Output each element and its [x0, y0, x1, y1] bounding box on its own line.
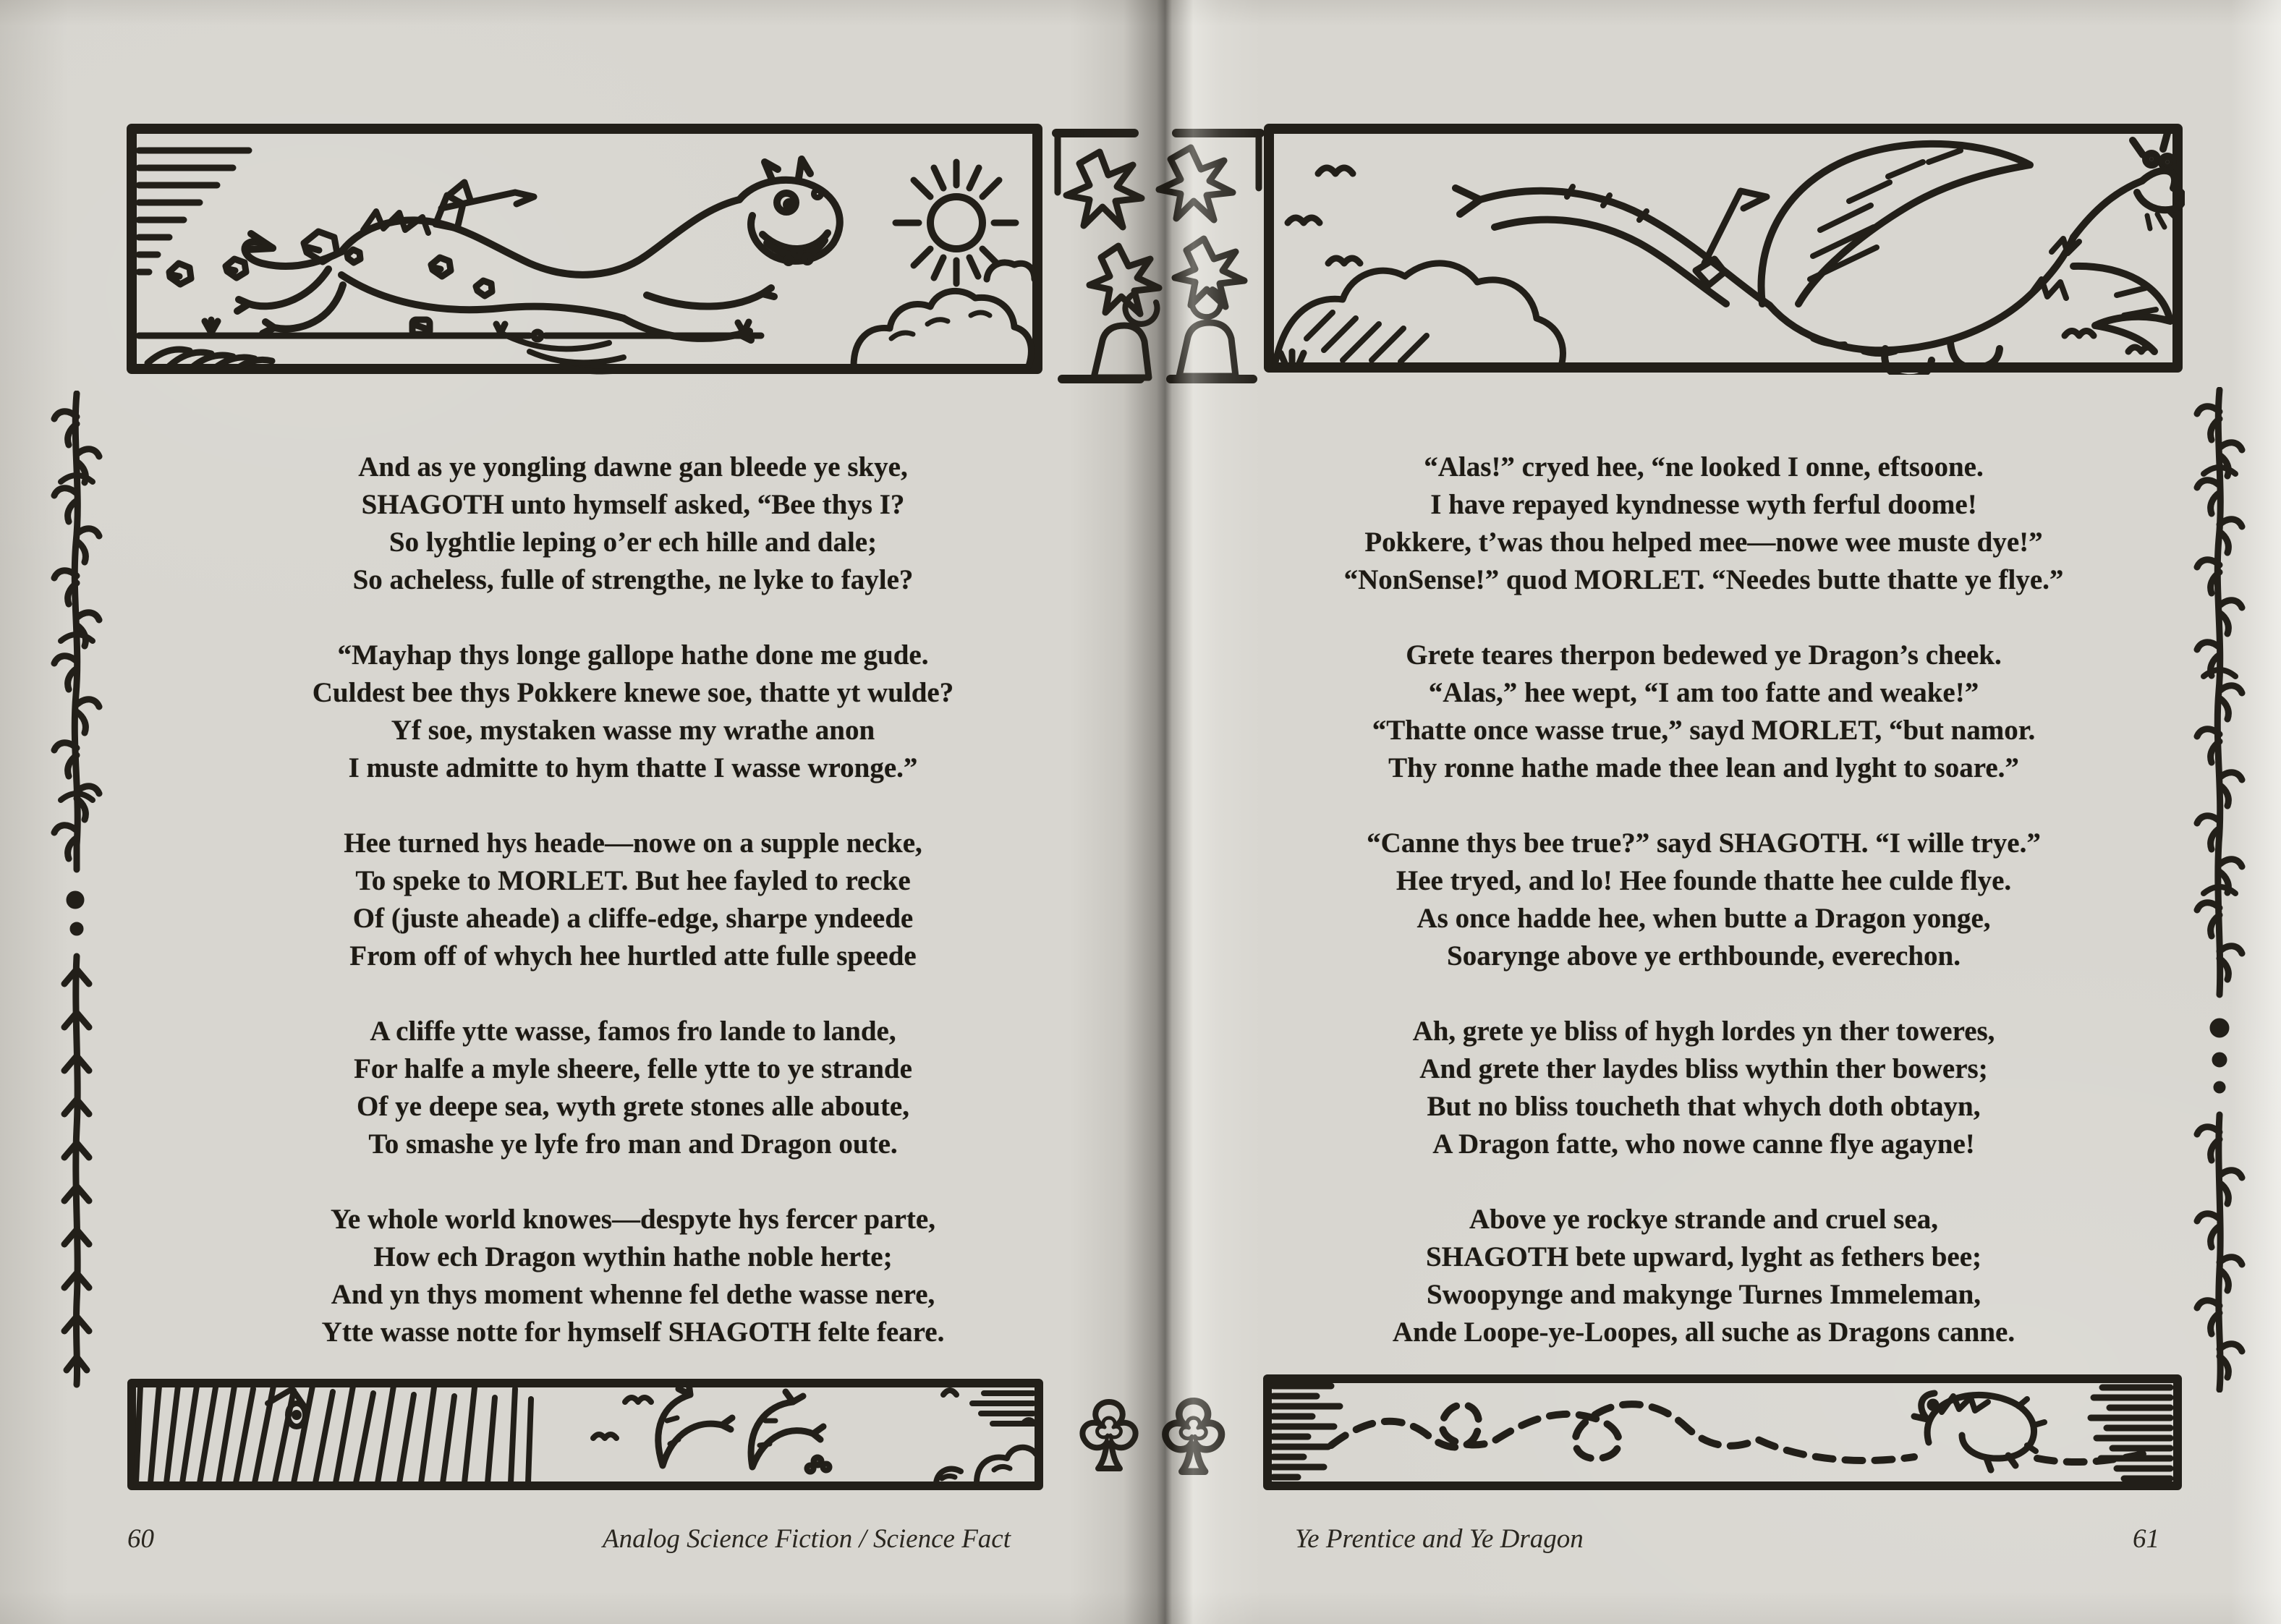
poem-stanza: [239, 448, 1027, 599]
poem-line: SHAGOTH unto hymself asked, “Bee thys I?: [361, 489, 905, 520]
banner-frame: [1267, 1379, 2178, 1486]
poem-column-left: [239, 448, 1027, 1389]
poem-line: “Alas!” cryed hee, “ne looked I onne, eftsoone.: [1424, 451, 1984, 482]
poem-stanza: [1299, 637, 2109, 787]
thorn-vine-border-left-icon: [51, 391, 104, 1389]
poem-line: As once hadde hee, when butte a Dragon yonge,: [1416, 903, 1991, 934]
speed-lines: [1273, 1386, 1340, 1477]
cliff-falling-dragon-scene-icon: [126, 1377, 1045, 1492]
palm-frond: [1066, 152, 1142, 227]
looping-flight-path-scene-icon: [1262, 1373, 2185, 1493]
poem-line: So lyghtlie leping o’er ech hille and dale;: [388, 527, 878, 558]
poem-line: “Canne thys bee true?” sayd SHAGOTH. “I wille trye.”: [1367, 828, 2041, 859]
banner-frame: [132, 1383, 1039, 1486]
trefoil-ornament-icon: [1155, 1387, 1228, 1477]
cloud-drawing: [854, 263, 1035, 366]
bird-marks: [1288, 168, 1360, 263]
poem-line: Ah, grete ye bliss of hygh lordes yn ther toweres,: [1412, 1016, 1995, 1047]
falling-dragon-drawing: [658, 1383, 829, 1471]
running-footer-right: Ye Prentice and Ye Dragon: [1295, 1524, 1584, 1554]
poem-column-right: [1299, 448, 2109, 1389]
poem-line: SHAGOTH bete upward, lyght as fethers bee;: [1425, 1241, 1982, 1272]
page-number-left: 60: [127, 1524, 154, 1554]
poem-line: “NonSense!” quod MORLET. “Needes butte thatte ye flye.”: [1343, 564, 2064, 595]
poem-stanza: [239, 637, 1027, 787]
palm-frond: [1175, 239, 1244, 307]
rider-drawing: [1696, 191, 1767, 285]
thorn-vine-border-right-icon: [2192, 387, 2246, 1393]
flying-rocks: [169, 231, 492, 296]
poem-line: Yf soe, mystaken wasse my wrathe anon: [391, 715, 875, 746]
poem-line: And as ye yongling dawne gan bleede ye skye,: [358, 451, 908, 482]
poem-line: Grete teares therpon bedewed ye Dragon’s cheek.: [1406, 639, 2002, 671]
poem-stanza: [1299, 448, 2109, 599]
poem-stanza: [1299, 1013, 2109, 1163]
poem-line: Soarynge above ye erthbounde, everechon.: [1447, 940, 1961, 972]
rider-drawing: [436, 182, 534, 229]
poem-line: I muste admitte to hym thatte I wasse wronge.”: [348, 752, 918, 783]
cloud-drawing: [936, 1447, 1036, 1483]
poem-line: So acheless, fulle of strengthe, ne lyke to fayle?: [352, 564, 914, 595]
poem-line: A cliffe ytte wasse, famos fro lande to lande,: [370, 1016, 896, 1047]
poem-line: Hee tryed, and lo! Hee founde thatte hee culde flye.: [1396, 865, 2012, 896]
ornament-base: [1094, 326, 1149, 378]
flight-path-dashed: [1331, 1404, 1914, 1461]
ornament-base: [1179, 323, 1236, 376]
poem-stanza: [1299, 1201, 2109, 1351]
poem-stanza: [239, 1201, 1027, 1351]
poem-line: “Alas,” hee wept, “I am too fatte and weake!”: [1428, 677, 1979, 708]
banner-frame: [1269, 129, 2178, 367]
poem-stanza: [239, 1013, 1027, 1163]
poem-line: Thy ronne hathe made thee lean and lyght to soare.”: [1388, 752, 2019, 783]
poem-line: But no bliss toucheth that whych doth obtayn,: [1427, 1091, 1981, 1122]
speed-lines: [2091, 1387, 2170, 1479]
galloping-dragon-scene-icon: [124, 122, 1045, 376]
poem-line: “Mayhap thys longe gallope hathe done me gude.: [337, 639, 929, 671]
poem-line: A Dragon fatte, who nowe canne flye agayne!: [1432, 1128, 1975, 1160]
flying-dragon-drawing: [1456, 133, 2183, 375]
poem-line: Swoopynge and makynge Turnes Immeleman,: [1426, 1279, 1981, 1310]
palm-frond: [1159, 148, 1233, 220]
poem-line: Above ye rockye strande and cruel sea,: [1469, 1204, 1939, 1235]
poem-line: Hee turned hys heade—nowe on a supple necke,: [344, 828, 922, 859]
poem-line: To speke to MORLET. But hee fayled to recke: [355, 865, 911, 896]
poem-line: Ytte wasse notte for hymself SHAGOTH felte feare.: [321, 1317, 945, 1348]
palm-leaf-ornament-icon: [1049, 123, 1266, 389]
poem-line: Of (juste aheade) a cliffe-edge, sharpe yndeede: [352, 903, 914, 934]
poem-line: “Thatte once wasse true,” sayd MORLET, “but namor.: [1372, 715, 2036, 746]
poem-line: Ande Loope-ye-Loopes, all suche as Dragons canne.: [1392, 1317, 2015, 1348]
poem-line: And yn thys moment whenne fel dethe wasse nere,: [331, 1279, 935, 1310]
poem-line: For halfe a myle sheere, felle ytte to ye strande: [354, 1053, 912, 1084]
poem-line: How ech Dragon wythin hathe noble herte;: [373, 1241, 893, 1272]
page-number-right: 61: [2133, 1524, 2159, 1554]
speed-lines: [139, 150, 249, 272]
cloud-mound-drawing: [1275, 263, 1563, 366]
poem-line: To smashe ye lyfe fro man and Dragon oute.: [368, 1128, 898, 1160]
cliff-striations: [136, 1386, 531, 1483]
poem-line: Culdest bee thys Pokkere knewe soe, thatte yt wulde?: [312, 677, 954, 708]
poem-line: And grete ther laydes bliss wythin ther bowers;: [1419, 1053, 1988, 1084]
poem-line: Ye whole world knowes—despyte hys fercer parte,: [331, 1204, 935, 1235]
poem-line: Pokkere, t’was thou helped mee—nowe wee muste dye!”: [1364, 527, 2043, 558]
poem-line: I have repayed kyndnesse wyth ferful doome!: [1430, 489, 1977, 520]
poem-line: Of ye deepe sea, wyth grete stones alle aboute,: [357, 1091, 909, 1122]
poem-stanza: [1299, 825, 2109, 975]
looping-dragon-drawing: [1914, 1393, 2044, 1470]
trefoil-ornament-icon: [1076, 1393, 1142, 1474]
poem-line: From off of whych hee hurtled atte fulle speede: [349, 940, 917, 972]
flying-dragon-scene-icon: [1262, 122, 2185, 375]
running-footer-left: Analog Science Fiction / Science Fact: [602, 1524, 1011, 1554]
poem-stanza: [239, 825, 1027, 975]
